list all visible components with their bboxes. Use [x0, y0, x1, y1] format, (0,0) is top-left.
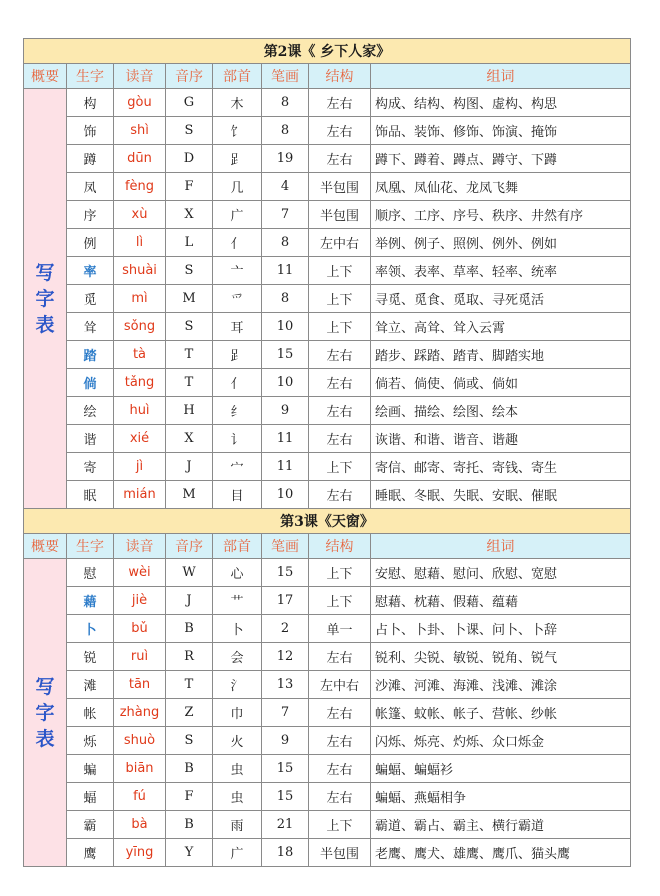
char-cell: 慰 [67, 559, 114, 587]
initial-cell: S [166, 257, 213, 285]
column-header: 生字 [67, 64, 114, 89]
table-row [24, 615, 631, 643]
table-row [24, 481, 631, 509]
strokes-cell: 11 [262, 257, 309, 285]
strokes-cell: 11 [262, 453, 309, 481]
strokes-cell: 15 [262, 755, 309, 783]
structure-cell: 左右 [309, 643, 371, 671]
initial-cell: T [166, 369, 213, 397]
table-row [24, 397, 631, 425]
pinyin-cell: xié [114, 425, 166, 453]
structure-cell: 左右 [309, 727, 371, 755]
pinyin-cell: tǎng [114, 369, 166, 397]
structure-cell: 上下 [309, 587, 371, 615]
column-header-row [24, 64, 631, 89]
table-row [24, 783, 631, 811]
pinyin-cell: tān [114, 671, 166, 699]
column-header: 读音 [114, 64, 166, 89]
words-cell: 寄信、邮寄、寄托、寄钱、寄生 [371, 453, 631, 481]
radical-cell: 亻 [213, 369, 262, 397]
char-cell: 鹰 [67, 839, 114, 867]
table-row [24, 89, 631, 117]
pinyin-cell: xù [114, 201, 166, 229]
words-cell: 饰品、装饰、修饰、饰演、掩饰 [371, 117, 631, 145]
table-row [24, 145, 631, 173]
words-cell: 睡眠、冬眠、失眠、安眠、催眠 [371, 481, 631, 509]
pinyin-cell: lì [114, 229, 166, 257]
structure-cell: 半包围 [309, 201, 371, 229]
radical-cell: 耳 [213, 313, 262, 341]
strokes-cell: 11 [262, 425, 309, 453]
words-cell: 诙谐、和谐、谐音、谐趣 [371, 425, 631, 453]
strokes-cell: 18 [262, 839, 309, 867]
initial-cell: R [166, 643, 213, 671]
structure-cell: 左中右 [309, 671, 371, 699]
table-row [24, 671, 631, 699]
strokes-cell: 12 [262, 643, 309, 671]
pinyin-cell: jiè [114, 587, 166, 615]
column-header: 组词 [371, 64, 631, 89]
structure-cell: 上下 [309, 313, 371, 341]
words-cell: 凤凰、凤仙花、龙凤飞舞 [371, 173, 631, 201]
strokes-cell: 21 [262, 811, 309, 839]
strokes-cell: 10 [262, 369, 309, 397]
words-cell: 倘若、倘使、倘或、倘如 [371, 369, 631, 397]
table-row [24, 313, 631, 341]
char-cell: 寄 [67, 453, 114, 481]
column-header-row [24, 534, 631, 559]
initial-cell: F [166, 173, 213, 201]
char-cell: 耸 [67, 313, 114, 341]
lesson-title: 第2课《 乡下人家》 [24, 39, 631, 64]
initial-cell: B [166, 811, 213, 839]
radical-cell: 会 [213, 643, 262, 671]
structure-cell: 半包围 [309, 173, 371, 201]
initial-cell: G [166, 89, 213, 117]
pinyin-cell: ruì [114, 643, 166, 671]
structure-cell: 上下 [309, 257, 371, 285]
pinyin-cell: bà [114, 811, 166, 839]
radical-cell: 虫 [213, 783, 262, 811]
strokes-cell: 15 [262, 559, 309, 587]
char-cell: 觅 [67, 285, 114, 313]
char-cell: 烁 [67, 727, 114, 755]
table-row [24, 811, 631, 839]
radical-cell: 巾 [213, 699, 262, 727]
column-header: 读音 [114, 534, 166, 559]
strokes-cell: 10 [262, 481, 309, 509]
strokes-cell: 17 [262, 587, 309, 615]
table-row [24, 173, 631, 201]
pinyin-cell: jì [114, 453, 166, 481]
structure-cell: 左右 [309, 145, 371, 173]
strokes-cell: 10 [262, 313, 309, 341]
structure-cell: 左右 [309, 755, 371, 783]
structure-cell: 左右 [309, 425, 371, 453]
char-cell: 绘 [67, 397, 114, 425]
structure-cell: 上下 [309, 811, 371, 839]
initial-cell: X [166, 425, 213, 453]
table-row [24, 425, 631, 453]
summary-char: 表 [35, 727, 55, 750]
lesson-title-row [24, 509, 631, 534]
char-cell: 蝙 [67, 755, 114, 783]
column-header: 生字 [67, 534, 114, 559]
char-cell: 凤 [67, 173, 114, 201]
words-cell: 占卜、卜卦、卜课、问卜、卜辞 [371, 615, 631, 643]
char-cell: 滩 [67, 671, 114, 699]
initial-cell: S [166, 313, 213, 341]
initial-cell: X [166, 201, 213, 229]
char-cell: 蹲 [67, 145, 114, 173]
initial-cell: Y [166, 839, 213, 867]
strokes-cell: 9 [262, 397, 309, 425]
initial-cell: D [166, 145, 213, 173]
char-cell: 锐 [67, 643, 114, 671]
radical-cell: 几 [213, 173, 262, 201]
column-header: 音序 [166, 534, 213, 559]
table-row [24, 229, 631, 257]
pinyin-cell: huì [114, 397, 166, 425]
table-row [24, 117, 631, 145]
summary-char: 表 [35, 313, 55, 336]
words-cell: 蝙蝠、蝙蝠衫 [371, 755, 631, 783]
strokes-cell: 19 [262, 145, 309, 173]
strokes-cell: 15 [262, 783, 309, 811]
pinyin-cell: dūn [114, 145, 166, 173]
table-row [24, 587, 631, 615]
radical-cell: 木 [213, 89, 262, 117]
summary-char: 写 [35, 261, 55, 284]
pinyin-cell: fèng [114, 173, 166, 201]
char-cell: 蝠 [67, 783, 114, 811]
structure-cell: 左右 [309, 481, 371, 509]
structure-cell: 上下 [309, 285, 371, 313]
column-header: 结构 [309, 534, 371, 559]
words-cell: 耸立、高耸、耸入云霄 [371, 313, 631, 341]
char-cell: 构 [67, 89, 114, 117]
pinyin-cell: shì [114, 117, 166, 145]
radical-cell: 讠 [213, 425, 262, 453]
column-header: 音序 [166, 64, 213, 89]
strokes-cell: 15 [262, 341, 309, 369]
structure-cell: 左右 [309, 783, 371, 811]
radical-cell: 爫 [213, 285, 262, 313]
radical-cell: 艹 [213, 587, 262, 615]
structure-cell: 左中右 [309, 229, 371, 257]
column-header: 笔画 [262, 534, 309, 559]
char-cell: 饰 [67, 117, 114, 145]
radical-cell: 宀 [213, 453, 262, 481]
initial-cell: J [166, 453, 213, 481]
summary-char: 字 [35, 701, 55, 724]
initial-cell: T [166, 671, 213, 699]
words-cell: 顺序、工序、序号、秩序、井然有序 [371, 201, 631, 229]
radical-cell: 氵 [213, 671, 262, 699]
initial-cell: J [166, 587, 213, 615]
column-header: 笔画 [262, 64, 309, 89]
initial-cell: M [166, 285, 213, 313]
words-cell: 寻觅、觅食、觅取、寻死觅活 [371, 285, 631, 313]
table-row [24, 453, 631, 481]
structure-cell: 上下 [309, 453, 371, 481]
strokes-cell: 7 [262, 699, 309, 727]
char-cell: 踏 [67, 341, 114, 369]
initial-cell: M [166, 481, 213, 509]
radical-cell: 亠 [213, 257, 262, 285]
radical-cell: 目 [213, 481, 262, 509]
table-row [24, 559, 631, 587]
table-body [24, 39, 631, 867]
column-header: 部首 [213, 64, 262, 89]
radical-cell: 亻 [213, 229, 262, 257]
words-cell: 蹲下、蹲着、蹲点、蹲守、下蹲 [371, 145, 631, 173]
pinyin-cell: mián [114, 481, 166, 509]
structure-cell: 单一 [309, 615, 371, 643]
radical-cell: 广 [213, 201, 262, 229]
radical-cell: 纟 [213, 397, 262, 425]
lesson-title: 第3课《天窗》 [24, 509, 631, 534]
words-cell: 帐篷、蚊帐、帐子、营帐、纱帐 [371, 699, 631, 727]
strokes-cell: 8 [262, 229, 309, 257]
table-row [24, 727, 631, 755]
vocabulary-sheet [23, 38, 630, 867]
char-cell: 眠 [67, 481, 114, 509]
words-cell: 锐利、尖锐、敏锐、锐角、锐气 [371, 643, 631, 671]
radical-cell: 饣 [213, 117, 262, 145]
table-row [24, 369, 631, 397]
words-cell: 闪烁、烁亮、灼烁、众口烁金 [371, 727, 631, 755]
char-cell: 帐 [67, 699, 114, 727]
structure-cell: 左右 [309, 341, 371, 369]
column-header: 组词 [371, 534, 631, 559]
words-cell: 构成、结构、构图、虚构、构思 [371, 89, 631, 117]
structure-cell: 左右 [309, 369, 371, 397]
pinyin-cell: zhàng [114, 699, 166, 727]
strokes-cell: 13 [262, 671, 309, 699]
structure-cell: 左右 [309, 397, 371, 425]
summary-char: 写 [35, 675, 55, 698]
pinyin-cell: fú [114, 783, 166, 811]
structure-cell: 左右 [309, 89, 371, 117]
strokes-cell: 4 [262, 173, 309, 201]
pinyin-cell: sǒng [114, 313, 166, 341]
pinyin-cell: mì [114, 285, 166, 313]
strokes-cell: 2 [262, 615, 309, 643]
char-cell: 序 [67, 201, 114, 229]
summary-cell [24, 559, 67, 867]
summary-cell [24, 89, 67, 509]
radical-cell: 卜 [213, 615, 262, 643]
words-cell: 踏步、踩踏、踏青、脚踏实地 [371, 341, 631, 369]
column-header: 概要 [24, 64, 67, 89]
initial-cell: B [166, 615, 213, 643]
table-row [24, 699, 631, 727]
table-row [24, 839, 631, 867]
radical-cell: 心 [213, 559, 262, 587]
table-row [24, 257, 631, 285]
strokes-cell: 8 [262, 285, 309, 313]
initial-cell: L [166, 229, 213, 257]
strokes-cell: 7 [262, 201, 309, 229]
words-cell: 率领、表率、草率、轻率、统率 [371, 257, 631, 285]
pinyin-cell: wèi [114, 559, 166, 587]
pinyin-cell: bǔ [114, 615, 166, 643]
strokes-cell: 8 [262, 89, 309, 117]
words-cell: 蝙蝠、燕蝠相争 [371, 783, 631, 811]
radical-cell: 𧾷 [213, 341, 262, 369]
column-header: 概要 [24, 534, 67, 559]
initial-cell: T [166, 341, 213, 369]
char-cell: 例 [67, 229, 114, 257]
words-cell: 慰藉、枕藉、假藉、蕴藉 [371, 587, 631, 615]
radical-cell: 𧾷 [213, 145, 262, 173]
char-cell: 藉 [67, 587, 114, 615]
initial-cell: Z [166, 699, 213, 727]
pinyin-cell: biān [114, 755, 166, 783]
words-cell: 安慰、慰藉、慰问、欣慰、宽慰 [371, 559, 631, 587]
radical-cell: 虫 [213, 755, 262, 783]
initial-cell: S [166, 727, 213, 755]
table-row [24, 285, 631, 313]
char-cell: 谐 [67, 425, 114, 453]
table-row [24, 755, 631, 783]
initial-cell: H [166, 397, 213, 425]
initial-cell: F [166, 783, 213, 811]
structure-cell: 半包围 [309, 839, 371, 867]
radical-cell: 火 [213, 727, 262, 755]
radical-cell: 广 [213, 839, 262, 867]
char-cell: 卜 [67, 615, 114, 643]
words-cell: 举例、例子、照例、例外、例如 [371, 229, 631, 257]
pinyin-cell: shuò [114, 727, 166, 755]
summary-char: 字 [35, 287, 55, 310]
initial-cell: B [166, 755, 213, 783]
words-cell: 绘画、描绘、绘图、绘本 [371, 397, 631, 425]
structure-cell: 上下 [309, 559, 371, 587]
table-row [24, 341, 631, 369]
initial-cell: S [166, 117, 213, 145]
words-cell: 霸道、霸占、霸主、横行霸道 [371, 811, 631, 839]
column-header: 部首 [213, 534, 262, 559]
initial-cell: W [166, 559, 213, 587]
pinyin-cell: gòu [114, 89, 166, 117]
char-cell: 倘 [67, 369, 114, 397]
vocabulary-table [23, 38, 631, 867]
structure-cell: 左右 [309, 699, 371, 727]
structure-cell: 左右 [309, 117, 371, 145]
column-header: 结构 [309, 64, 371, 89]
pinyin-cell: shuài [114, 257, 166, 285]
words-cell: 沙滩、河滩、海滩、浅滩、滩涂 [371, 671, 631, 699]
table-row [24, 201, 631, 229]
strokes-cell: 9 [262, 727, 309, 755]
pinyin-cell: tà [114, 341, 166, 369]
radical-cell: 雨 [213, 811, 262, 839]
strokes-cell: 8 [262, 117, 309, 145]
char-cell: 霸 [67, 811, 114, 839]
lesson-title-row [24, 39, 631, 64]
pinyin-cell: yīng [114, 839, 166, 867]
char-cell: 率 [67, 257, 114, 285]
words-cell: 老鹰、鹰犬、雄鹰、鹰爪、猫头鹰 [371, 839, 631, 867]
table-row [24, 643, 631, 671]
